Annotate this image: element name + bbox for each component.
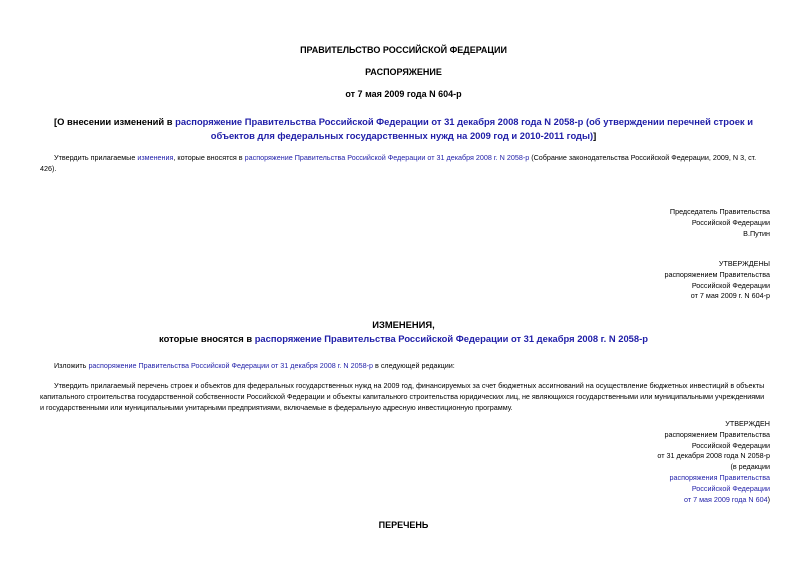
- edition-close: ): [767, 494, 770, 504]
- approval-line: от 31 декабря 2008 года N 2058-р: [657, 451, 770, 461]
- approve-list-paragraph: Утвердить прилагаемый перечень строек и объектов для федеральных государственных нужд на 2009 год, финансируемых за счет бюджетных ассигнований на осуществление бюджетных инвестиций в объекты капитального строительства государственной собственности Российской Федерации и объекты капитального строительства юридических лиц, не являющихся государственными или муниципальными учреждениями и государственными или муниципальными унитарными предприятиями, включаемые в федеральную адресную инвестиционную программу.: [40, 381, 765, 412]
- edition-link-line-2[interactable]: Российской Федерации: [691, 483, 770, 493]
- edition-link-line-3[interactable]: от 7 мая 2009 года N 604: [683, 494, 768, 504]
- changes-link[interactable]: изменения: [137, 153, 174, 162]
- intro-text-1: Утвердить прилагаемые: [54, 153, 138, 162]
- intro-paragraph: [40, 152, 770, 174]
- signature-country: Российской Федерации: [691, 217, 770, 227]
- statement-paragraph: [40, 360, 770, 371]
- decree-link[interactable]: распоряжение Правительства Российской Федерации от 31 декабря 2008 г. N 2058-р: [244, 153, 530, 162]
- approval-line: от 7 мая 2009 г. N 604-р: [690, 291, 770, 301]
- changes-subtitle-text: которые вносятся в: [159, 333, 255, 344]
- changes-decree-link[interactable]: распоряжение Правительства Российской Федерации от 31 декабря 2008 г. N 2058-р: [254, 333, 648, 344]
- changes-subtitle: [0, 332, 807, 346]
- signature-block: [470, 207, 770, 239]
- title-suffix: ]: [593, 130, 597, 141]
- changes-heading: [0, 318, 807, 346]
- title-link[interactable]: распоряжение Правительства Российской Федерации от 31 декабря 2008 года N 2058-р (об утверждении перечней строек и объектов для федеральных государственных нужд на 2009 год и 2010-2011 годы): [175, 116, 753, 141]
- statement-text-1: Изложить: [54, 361, 89, 370]
- approval-line: Российской Федерации: [691, 280, 770, 290]
- approval-line: (в редакции: [730, 462, 770, 472]
- approval-stamp-list: [470, 419, 770, 505]
- document-type: РАСПОРЯЖЕНИЕ: [365, 67, 442, 77]
- statement-text-2: в следующей редакции:: [373, 361, 455, 370]
- title-prefix: [О внесении изменений в: [54, 116, 176, 127]
- changes-title: ИЗМЕНЕНИЯ,: [372, 319, 435, 330]
- approval-stamp-changes: [470, 259, 770, 302]
- approval-line: Российской Федерации: [691, 440, 770, 450]
- intro-text-2: , которые вносятся в: [173, 153, 245, 162]
- government-heading: ПРАВИТЕЛЬСТВО РОССИЙСКОЙ ФЕДЕРАЦИИ: [300, 45, 507, 55]
- edition-link-line-1[interactable]: распоряжения Правительства: [669, 472, 770, 482]
- approval-heading: УТВЕРЖДЕН: [725, 419, 770, 428]
- document-date-number: от 7 мая 2009 года N 604-р: [345, 89, 462, 99]
- approval-line: распоряжением Правительства: [664, 269, 770, 279]
- list-title: ПЕРЕЧЕНЬ: [378, 520, 429, 530]
- signature-name: В.Путин: [743, 228, 770, 238]
- approval-heading: УТВЕРЖДЕНЫ: [718, 259, 770, 268]
- statement-decree-link[interactable]: распоряжение Правительства Российской Федерации от 31 декабря 2008 г. N 2058-р: [88, 361, 374, 370]
- document-title: [36, 115, 771, 143]
- intro-text-3: (Собрание законодательства Российской Федерации, 2009, N 3, ст. 426).: [40, 153, 757, 173]
- signature-position: Председатель Правительства: [669, 207, 770, 216]
- approval-line: распоряжением Правительства: [664, 429, 770, 439]
